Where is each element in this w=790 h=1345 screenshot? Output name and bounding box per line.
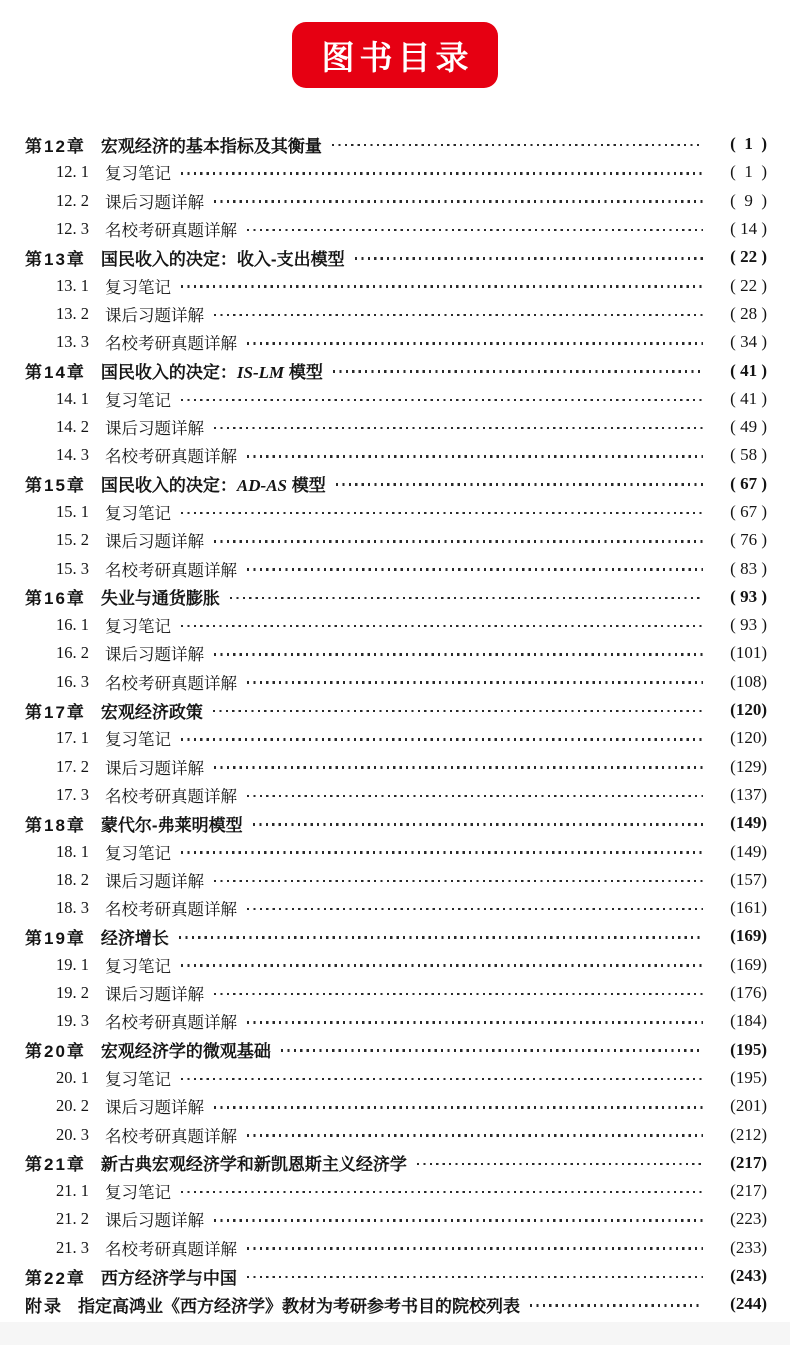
entry-title: 课后习题详解 [105,192,204,212]
entry-label: 14. 1 [56,388,89,408]
dot-leader [181,285,703,288]
entry-title: 课后习题详解 [105,1098,204,1118]
entry-page: (129) [730,756,767,776]
entry-page: ( 1 ) [730,134,767,154]
entry-label: 16. 2 [56,643,89,663]
entry-page: (161) [730,898,767,918]
entry-page: ( 28 ) [730,303,767,323]
toc-row [25,837,767,865]
toc-row [25,1234,767,1262]
entry-label: 第19章 [25,928,86,948]
entry-page: (176) [730,983,767,1003]
toc-row [25,866,767,894]
entry-label: 第15章 [25,476,86,496]
entry-page: (120) [730,728,767,748]
entry-label: 20. 1 [56,1067,89,1087]
entry-page: (149) [730,813,767,833]
dot-leader [247,1276,703,1279]
entry-page: (244) [730,1294,767,1314]
entry-label: 19. 2 [56,983,89,1003]
entry-title: 课后习题详解 [105,532,204,552]
dot-leader [214,427,703,430]
entry-label: 21. 2 [56,1209,89,1229]
entry-page: ( 67 ) [730,473,767,493]
entry-title: 西方经济学与中国 [100,1268,237,1288]
dot-leader [181,738,703,741]
entry-label: 18. 3 [56,898,89,918]
entry-page: (120) [730,700,767,720]
dot-leader [247,568,703,571]
entry-title: 课后习题详解 [105,305,204,325]
entry-label: 19. 1 [56,954,89,974]
toc-row [25,611,767,639]
dot-leader [247,455,703,458]
entry-page: (149) [730,841,767,861]
entry-title: 经济增长 [100,928,169,948]
entry-title: 名校考研真题详解 [105,1013,237,1033]
entry-title: 名校考研真题详解 [105,447,237,467]
entry-label: 附录 [25,1296,63,1316]
entry-title: 复习笔记 [105,617,171,637]
dot-leader [247,1247,703,1250]
toc-row [25,1120,767,1148]
toc-row [25,1092,767,1120]
toc-row [25,809,767,837]
toc-row [25,724,767,752]
entry-label: 21. 1 [56,1181,89,1201]
entry-label: 16. 3 [56,671,89,691]
toc-row [25,1262,767,1290]
page-title-banner [292,22,498,88]
toc-row [25,753,767,781]
toc-list [25,130,767,1318]
dot-leader [181,625,703,628]
toc-row [25,1177,767,1205]
toc-row [25,696,767,724]
entry-label: 12. 3 [56,219,89,239]
dot-leader [181,172,703,175]
entry-page: (169) [730,954,767,974]
page-title: 图书目录 [321,38,474,76]
toc-row [25,979,767,1007]
toc-row [25,1036,767,1064]
dot-leader [179,936,703,939]
entry-title: 国民收入的决定：IS-LM 模型 [100,363,323,383]
entry-page: ( 22 ) [730,247,767,267]
entry-page: ( 67 ) [730,502,767,521]
entry-label: 17. 1 [56,728,89,748]
dot-leader [355,257,703,260]
entry-page: ( 49 ) [730,417,767,437]
entry-title: 课后习题详解 [105,419,204,439]
toc-row [25,385,767,413]
entry-page: (137) [730,784,767,804]
toc-row [25,300,767,328]
dot-leader [214,766,703,769]
entry-page: (217) [730,1181,767,1201]
dot-leader [247,342,703,345]
dot-leader [181,512,703,515]
toc-row [25,187,767,215]
entry-title: 复习笔记 [105,956,171,976]
dot-leader [214,1106,703,1109]
entry-label: 第16章 [25,589,86,609]
entry-label: 第22章 [25,1268,86,1288]
dot-leader [214,540,703,543]
entry-label: 15. 2 [56,530,89,550]
entry-title: 名校考研真题详解 [105,1126,237,1146]
entry-label: 12. 2 [56,190,89,210]
entry-title: 名校考研真题详解 [105,673,237,693]
dot-leader [214,200,703,203]
entry-title: 复习笔记 [105,1069,171,1089]
entry-label: 第18章 [25,815,86,835]
entry-title: 宏观经济的基本指标及其衡量 [100,136,322,156]
dot-leader [181,399,703,402]
dot-leader [417,1163,703,1166]
dot-leader [213,710,703,713]
entry-label: 20. 3 [56,1124,89,1144]
toc-row [25,130,767,158]
toc-row [25,951,767,979]
entry-label: 第17章 [25,702,86,722]
dot-leader [247,1021,703,1024]
toc-row [25,781,767,809]
toc-row [25,215,767,243]
toc-row [25,1064,767,1092]
entry-title: 名校考研真题详解 [105,221,237,241]
entry-page: ( 41 ) [730,388,767,408]
toc-row [25,668,767,696]
entry-label: 第12章 [25,136,86,156]
footer-strip [0,1322,790,1345]
dot-leader [181,1078,703,1081]
entry-label: 20. 2 [56,1096,89,1116]
entry-label: 13. 2 [56,303,89,323]
entry-page: ( 76 ) [730,530,767,550]
entry-label: 19. 3 [56,1011,89,1031]
entry-title: 蒙代尔-弗莱明模型 [100,815,243,835]
dot-leader [530,1304,703,1307]
toc-row [25,498,767,526]
entry-label: 第14章 [25,363,86,383]
entry-title: 复习笔记 [105,504,171,523]
entry-title: 名校考研真题详解 [105,1239,237,1259]
toc-row [25,639,767,667]
toc-row [25,441,767,469]
entry-page: (243) [730,1266,767,1286]
entry-label: 14. 2 [56,417,89,437]
entry-title: 课后习题详解 [105,871,204,891]
entry-page: ( 9 ) [730,190,767,210]
entry-page: (223) [730,1209,767,1229]
dot-leader [214,993,703,996]
entry-title: 失业与通货膨胀 [100,589,220,609]
entry-title: 国民收入的决定：AD-AS 模型 [100,476,326,496]
entry-title: 名校考研真题详解 [105,900,237,920]
entry-title: 宏观经济政策 [100,702,203,722]
entry-title: 新古典宏观经济学和新凯恩斯主义经济学 [100,1155,407,1175]
dot-leader [214,314,703,317]
dot-leader [333,370,703,373]
entry-label: 15. 1 [56,502,89,521]
entry-title: 复习笔记 [105,730,171,750]
toc-row [25,470,767,498]
toc-row [25,1007,767,1035]
toc-row [25,526,767,554]
toc-row [25,1205,767,1233]
entry-title: 课后习题详解 [105,645,204,665]
dot-leader [214,880,703,883]
toc-row [25,583,767,611]
dot-leader [247,229,703,232]
entry-page: (212) [730,1124,767,1144]
entry-page: (169) [730,926,767,946]
entry-page: ( 22 ) [730,275,767,295]
entry-label: 17. 2 [56,756,89,776]
dot-leader [253,823,703,826]
entry-page: (217) [730,1152,767,1172]
entry-page: (233) [730,1237,767,1257]
entry-page: (101) [730,643,767,663]
toc-row [25,356,767,384]
entry-page: ( 93 ) [730,586,767,606]
toc-row [25,554,767,582]
entry-title: 课后习题详解 [105,1211,204,1231]
entry-page: (195) [730,1067,767,1087]
toc-row [25,922,767,950]
entry-page: ( 83 ) [730,558,767,578]
entry-title: 课后习题详解 [105,758,204,778]
entry-label: 21. 3 [56,1237,89,1257]
entry-title: 名校考研真题详解 [105,334,237,354]
entry-label: 第20章 [25,1042,86,1062]
dot-leader [336,483,703,486]
dot-leader [181,851,703,854]
dot-leader [214,653,703,656]
dot-leader [214,1219,703,1222]
entry-label: 13. 3 [56,332,89,352]
toc-row [25,1149,767,1177]
entry-title: 课后习题详解 [105,985,204,1005]
entry-page: ( 41 ) [730,360,767,380]
entry-label: 13. 1 [56,275,89,295]
entry-page: ( 34 ) [730,332,767,352]
entry-page: (157) [730,869,767,889]
toc-row [25,271,767,299]
entry-label: 18. 1 [56,841,89,861]
entry-title: 名校考研真题详解 [105,786,237,806]
entry-page: ( 58 ) [730,445,767,465]
entry-page: (184) [730,1011,767,1031]
entry-title: 名校考研真题详解 [105,560,237,580]
entry-title: 指定高鸿业《西方经济学》教材为考研参考书目的院校列表 [78,1296,520,1316]
toc-row [25,243,767,271]
dot-leader [332,144,703,147]
entry-page: (201) [730,1096,767,1116]
entry-page: ( 1 ) [730,162,767,182]
entry-title: 复习笔记 [105,164,171,184]
dot-leader [247,1134,703,1137]
entry-label: 第21章 [25,1155,86,1175]
dot-leader [281,1049,703,1052]
entry-page: ( 14 ) [730,219,767,239]
toc-row [25,158,767,186]
entry-title: 复习笔记 [105,843,171,863]
entry-title: 复习笔记 [105,277,171,297]
toc-row [25,894,767,922]
entry-label: 18. 2 [56,869,89,889]
toc-row [25,328,767,356]
entry-label: 16. 1 [56,615,89,635]
dot-leader [247,681,703,684]
entry-label: 12. 1 [56,162,89,182]
entry-label: 15. 3 [56,558,89,578]
entry-title: 复习笔记 [105,390,171,410]
entry-title: 宏观经济学的微观基础 [100,1042,271,1062]
toc-row [25,413,767,441]
entry-page: (195) [730,1039,767,1059]
entry-page: (108) [730,671,767,691]
entry-label: 17. 3 [56,784,89,804]
dot-leader [230,597,703,600]
entry-title: 复习笔记 [105,1183,171,1203]
entry-label: 14. 3 [56,445,89,465]
dot-leader [181,964,703,967]
entry-title: 国民收入的决定：收入-支出模型 [100,249,345,269]
entry-label: 第13章 [25,249,86,269]
dot-leader [247,795,703,798]
dot-leader [181,1191,703,1194]
dot-leader [247,908,703,911]
entry-page: ( 93 ) [730,615,767,635]
toc-row [25,1290,767,1318]
